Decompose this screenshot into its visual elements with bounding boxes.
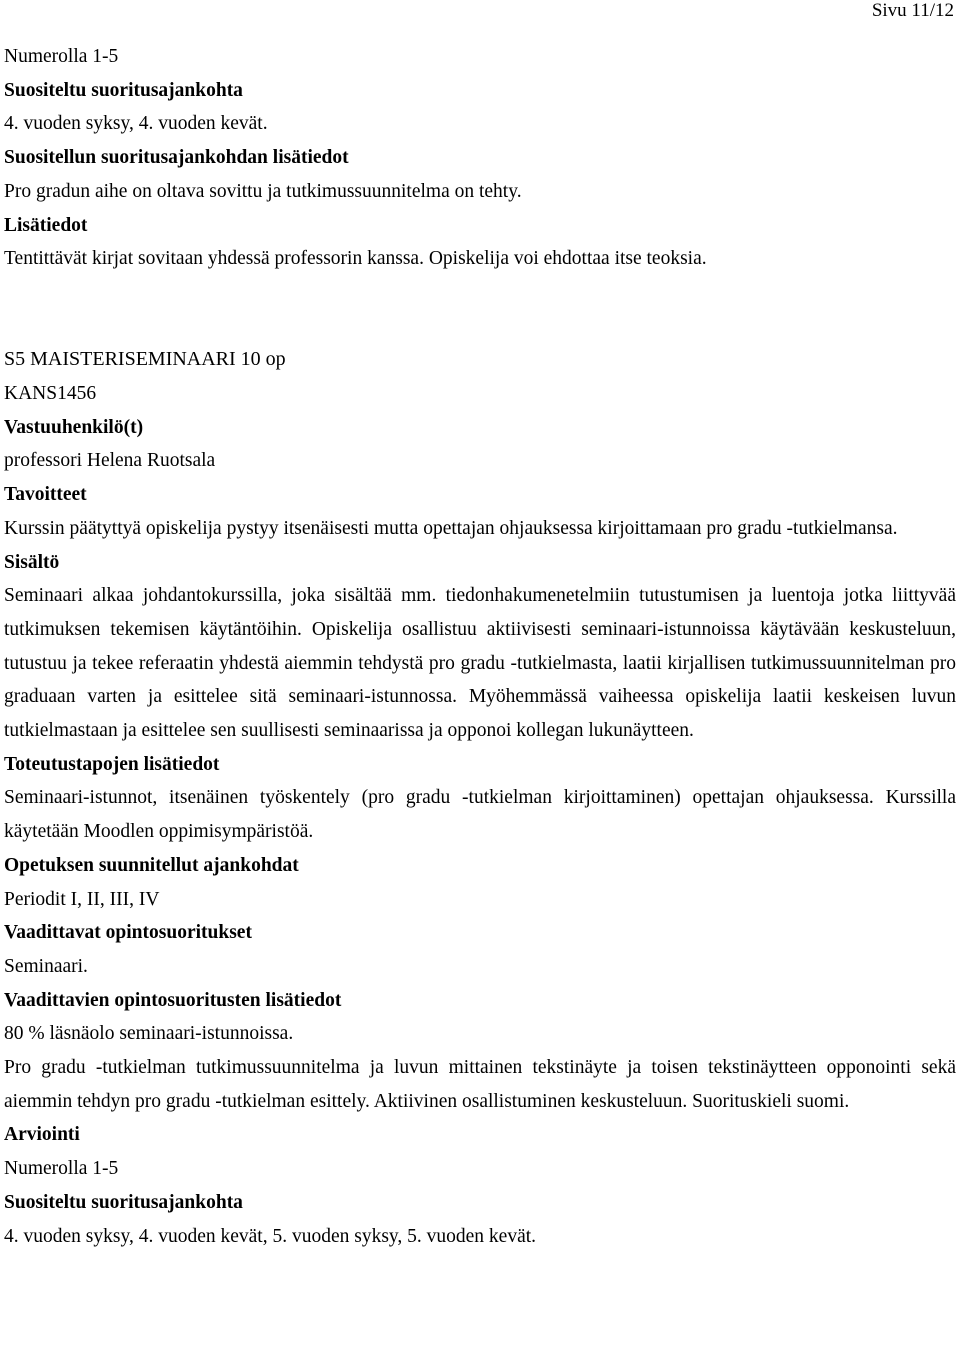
recommended-time-heading: Suositeltu suoritusajankohta bbox=[4, 79, 243, 101]
planned-time-heading: Opetuksen suunnitellut ajankohdat bbox=[4, 854, 299, 876]
objectives-value: Kurssin päätyttyä opiskelija pystyy itsenäisesti mutta opettajan ohjauksessa kirjoittamaan pro gradu -tutkielmansa. bbox=[4, 517, 898, 539]
additional-info-value: Tentittävät kirjat sovitaan yhdessä professorin kanssa. Opiskelija voi ehdottaa itse teoksia. bbox=[4, 248, 707, 270]
responsible-value: professori Helena Ruotsala bbox=[4, 450, 216, 472]
required-info-heading: Vaadittavien opintosuoritusten lisätiedot bbox=[4, 989, 342, 1011]
course-recommended-time-heading: Suositeltu suoritusajankohta bbox=[4, 1191, 243, 1213]
required-heading: Vaadittavat opintosuoritukset bbox=[4, 922, 252, 944]
objectives-heading: Tavoitteet bbox=[4, 484, 87, 506]
recommended-time-info-value: Pro gradun aihe on oltava sovittu ja tutkimussuunnitelma on tehty. bbox=[4, 180, 522, 202]
required-info-value-1: 80 % läsnäolo seminaari-istunnoissa. bbox=[4, 1023, 294, 1045]
recommended-time-info-heading: Suositellun suoritusajankohdan lisätiedot bbox=[4, 147, 349, 169]
grading-value: Numerolla 1-5 bbox=[4, 46, 119, 67]
content-value: Seminaari alkaa johdantokurssilla, joka sisältää mm. tiedonhakumenetelmiin tutustumisen ja luentoja jotka liittyvää tutkimuksen tekemisen käytäntöihin. Opiskelija osallistuu aktiivisesti seminaari-istunnoissa käytävään keskusteluun, tutustuu ja tekee referaatin yhdestä aiemmin tehdystä pro gradu -tutkielmasta, laatii kirjallisen tutkimussuunnitelman pro graduaan varten ja esittelee sitä seminaari-istunnossa. Myöhemmässä vaiheessa opiskelija laatii keskeisen luvun tutkielmastaan ja esittelee sen suullisesti seminaarissa ja opponoi kollegan lukunäytteen. bbox=[4, 585, 956, 742]
planned-time-value: Periodit I, II, III, IV bbox=[4, 888, 160, 910]
additional-info-heading: Lisätiedot bbox=[4, 214, 88, 236]
implementation-heading: Toteutustapojen lisätiedot bbox=[4, 753, 220, 775]
required-value: Seminaari. bbox=[4, 955, 88, 977]
course-recommended-time-value: 4. vuoden syksy, 4. vuoden kevät, 5. vuoden syksy, 5. vuoden kevät. bbox=[4, 1225, 537, 1247]
course-code: KANS1456 bbox=[4, 383, 97, 405]
section-spacer bbox=[4, 276, 956, 343]
implementation-value: Seminaari-istunnot, itsenäinen työskentely (pro gradu -tutkielman kirjoittaminen) opettajan ohjauksessa. Kurssilla käytetään Moodlen oppimisympäristöä. bbox=[4, 787, 956, 843]
document-body bbox=[4, 40, 956, 1253]
page-number: Sivu 11/12 bbox=[871, 0, 954, 21]
assessment-heading: Arviointi bbox=[4, 1124, 80, 1146]
assessment-value: Numerolla 1-5 bbox=[4, 1158, 119, 1180]
content-heading: Sisältö bbox=[4, 551, 60, 573]
recommended-time-value: 4. vuoden syksy, 4. vuoden kevät. bbox=[4, 113, 268, 135]
required-info-value-2: Pro gradu -tutkielman tutkimussuunnitelma ja luvun mittainen tekstinäyte ja toisen tekstinäytteen opponointi sekä aiemmin tehdyn pro gradu -tutkielman esittely. Aktiivinen osallistuminen keskusteluun. Suorituskieli suomi. bbox=[4, 1057, 956, 1112]
responsible-heading: Vastuuhenkilö(t) bbox=[4, 416, 144, 438]
course-title: S5 MAISTERISEMINAARI 10 op bbox=[4, 348, 286, 371]
